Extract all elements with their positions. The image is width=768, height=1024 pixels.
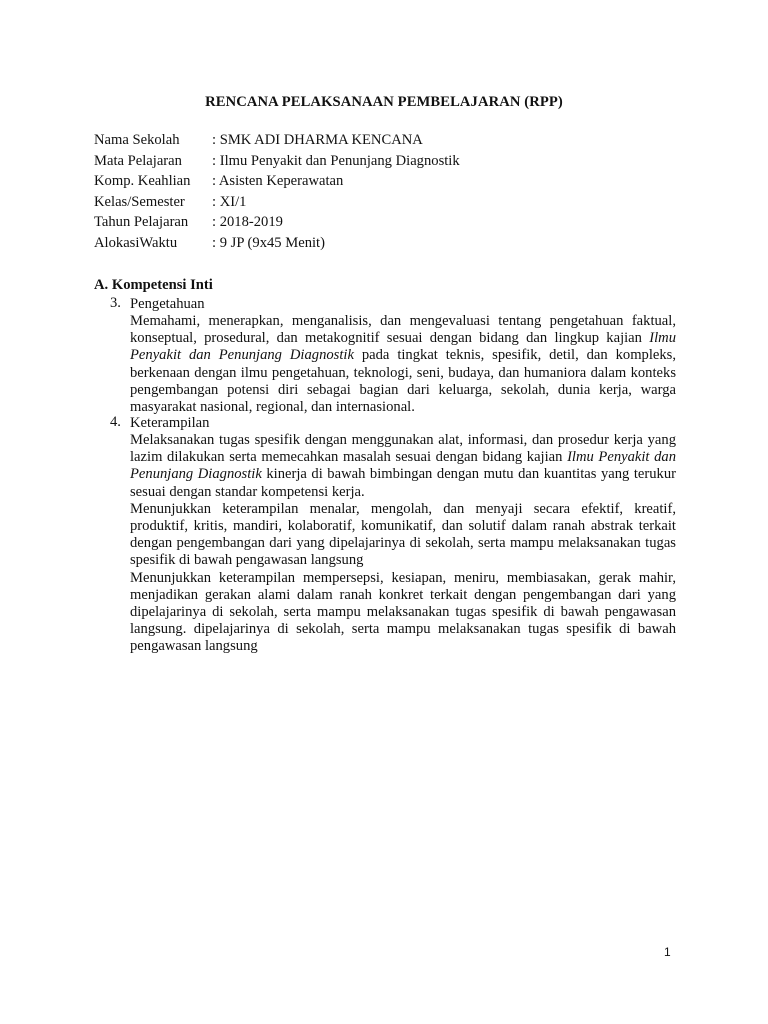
list-number: 3. <box>110 295 121 311</box>
list-number: 4. <box>110 414 121 430</box>
info-table <box>94 130 460 254</box>
info-row-year <box>94 212 460 233</box>
italic-subject: Ilmu Penyakit dan Penunjang Diagnostik <box>130 449 676 483</box>
kompetensi-inti-list <box>110 295 676 416</box>
info-value: : SMK ADI DHARMA KENCANA <box>212 132 423 148</box>
info-value: : Ilmu Penyakit dan Penunjang Diagnostik <box>212 152 460 169</box>
info-value: : XI/1 <box>212 193 247 210</box>
kompetensi-inti-list-continued <box>110 414 676 656</box>
info-label: Kelas/Semester <box>94 193 185 210</box>
list-item-body <box>130 432 676 656</box>
list-item-body <box>130 313 676 416</box>
info-row-class <box>94 192 460 213</box>
text-run: Memahami, menerapkan, menganalisis, dan mengevaluasi tentang pengetahuan faktual, konseptual, prosedural, dan metakognitif sesuai dengan bidang dan lingkup kajian <box>130 313 676 347</box>
info-label: Nama Sekolah <box>94 132 180 148</box>
info-value: : 2018-2019 <box>212 214 283 231</box>
list-item-label: Keterampilan <box>130 415 210 431</box>
info-row-time <box>94 233 460 254</box>
info-label: Komp. Keahlian <box>94 173 191 190</box>
info-row-competency <box>94 171 460 192</box>
info-label: Tahun Pelajaran <box>94 214 189 231</box>
paragraph <box>130 432 676 501</box>
document-title: RENCANA PELAKSANAAN PEMBELAJARAN (RPP) <box>205 94 563 110</box>
info-label: AlokasiWaktu <box>94 234 178 251</box>
paragraph: Menunjukkan keterampilan menalar, mengolah, dan menyaji secara efektif, kreatif, produktif, kritis, mandiri, kolaboratif, komunikatif, dan solutif dalam ranah abstrak terkait dengan pengembangan dari yang dipelajarinya di sekolah, serta mampu melaksanakan tugas spesifik di bawah pengawasan langsung <box>130 500 676 569</box>
text-run: kinerja di bawah bimbingan dengan mutu dan kuantitas yang terukur sesuai dengan standar kompetensi kerja. <box>130 466 676 500</box>
info-value: : 9 JP (9x45 Menit) <box>212 234 325 251</box>
info-row-school <box>94 130 460 151</box>
list-item-keterampilan <box>110 414 676 656</box>
list-item-label: Pengetahuan <box>130 296 205 312</box>
section-heading-kompetensi-inti: A. Kompetensi Inti <box>94 277 213 293</box>
paragraph <box>130 313 676 416</box>
page-number: 1 <box>664 945 671 959</box>
text-run: pada tingkat teknis, spesifik, detil, dan kompleks, berkenaan dengan ilmu pengetahuan, teknologi, seni, budaya, dan humaniora dalam konteks pengembangan potensi diri sebagai bagian dari keluarga, sekolah, dunia kerja, warga masyarakat nasional, regional, dan internasional. <box>130 347 677 416</box>
paragraph: Menunjukkan keterampilan mempersepsi, kesiapan, meniru, membiasakan, gerak mahir, menjadikan gerakan alami dalam ranah konkret terkait dengan pengembangan dari yang dipelajarinya di sekolah, serta mampu melaksanakan tugas spesifik di bawah pengawasan langsung. dipelajarinya di sekolah, serta mampu melaksanakan tugas spesifik di bawah pengawasan langsung <box>130 569 676 655</box>
text-run: Melaksanakan tugas spesifik dengan menggunakan alat, informasi, dan prosedur kerja yang lazim dilakukan serta memecahkan masalah sesuai dengan bidang kajian <box>130 432 676 466</box>
info-value: : Asisten Keperawatan <box>212 173 344 190</box>
italic-subject: Ilmu Penyakit dan Penunjang Diagnostik <box>130 330 676 364</box>
info-row-subject <box>94 151 460 172</box>
list-item-pengetahuan <box>110 295 676 416</box>
info-label: Mata Pelajaran <box>94 152 182 169</box>
